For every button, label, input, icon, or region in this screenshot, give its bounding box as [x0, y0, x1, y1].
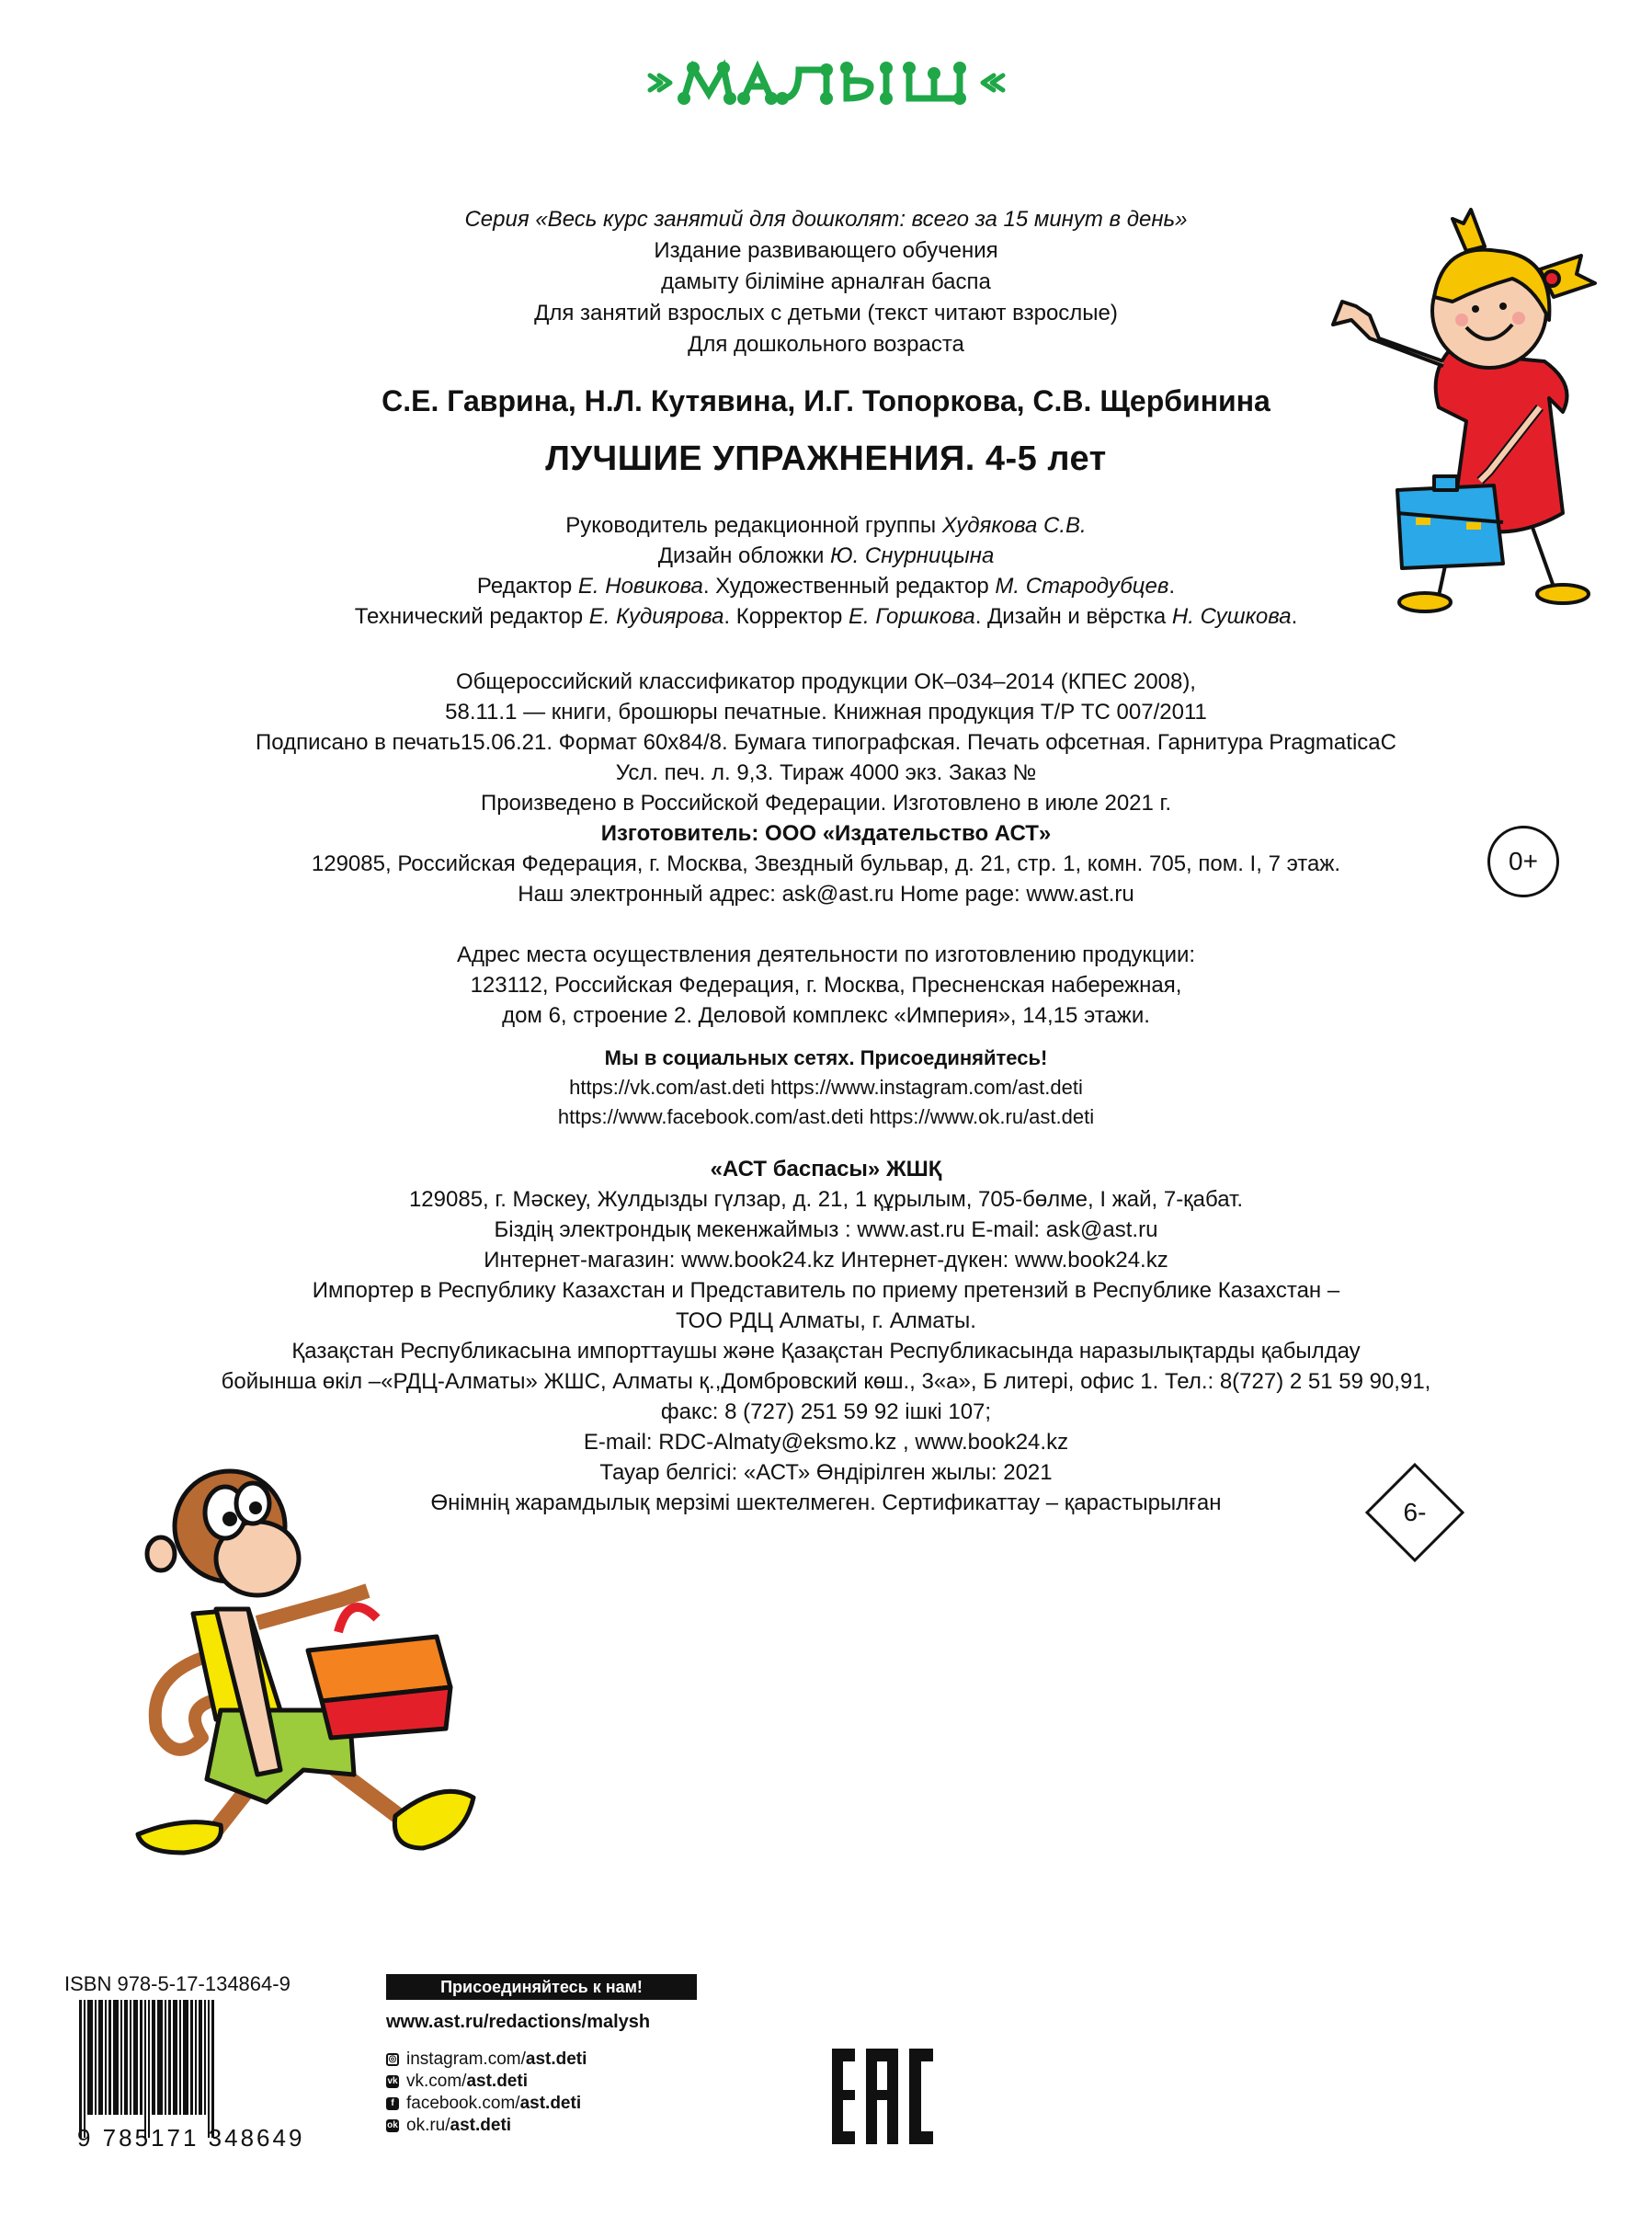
- kz-line: Қазақстан Республикасына импорттаушы және Қазақстан Республикасында наразылықтарды қабылдау: [291, 1339, 1361, 1364]
- kz-line: E-mail: RDC-Almaty@eksmo.kz , www.book24.kz: [583, 1430, 1069, 1455]
- contact-line: Наш электронный адрес: ask@ast.ru Home page: www.ast.ru: [518, 882, 1134, 907]
- credit-label: Технический редактор: [354, 604, 589, 629]
- monkey-illustration: [129, 1462, 515, 1857]
- credit-label: . Художественный редактор: [702, 574, 996, 599]
- join-us-heading: Присоединяйтесь к нам!: [440, 1977, 643, 1996]
- social-link-instagram[interactable]: [386, 2049, 587, 2071]
- production-address-line: Адрес места осуществления деятельности по изготовлению продукции:: [456, 942, 1196, 967]
- kz-line: факс: 8 (727) 251 59 92 ішкі 107;: [660, 1399, 992, 1424]
- credit-label: . Корректор: [723, 604, 849, 629]
- edition-type-line: Издание развивающего обучения: [654, 238, 998, 263]
- manufacturer-heading: Изготовитель: ООО «Издательство АСТ»: [600, 821, 1052, 846]
- credit-label: . Дизайн и вёрстка: [974, 604, 1172, 629]
- age-rating-text: 0+: [1509, 847, 1538, 875]
- imprint-line: Подписано в печать15.06.21. Формат 60х84/8. Бумага типографская. Печать офсетная. Гарнитура PragmaticaC: [256, 730, 1396, 755]
- imprint-line: Усл. печ. л. 9,3. Тираж 4000 экз. Заказ №: [615, 760, 1037, 785]
- series-line: Серия «Весь курс занятий для дошколят: всего за 15 минут в день»: [464, 207, 1188, 232]
- isbn-label: ISBN 978-5-17-134864-9: [64, 1972, 291, 1995]
- link-handle: ast.deti: [519, 2094, 582, 2113]
- credit-name: Н. Сушкова: [1171, 604, 1292, 629]
- odnoklassniki-icon: ok: [387, 2120, 398, 2130]
- credit-name: Е. Новикова: [577, 574, 703, 599]
- age-rating-badge-0plus: [1487, 826, 1559, 897]
- girl-illustration: [1315, 200, 1618, 614]
- credit-name: Е. Кудиярова: [588, 604, 724, 629]
- credit-label: Руководитель редакционной группы: [565, 513, 942, 538]
- age-rating-text: 6-: [1403, 1498, 1427, 1526]
- manufacturer-address: 129085, Российская Федерация, г. Москва, Звездный бульвар, д. 21, стр. 1, комн. 705, пом. I, 7 этаж.: [311, 851, 1341, 876]
- link-handle: ast.deti: [450, 2116, 512, 2135]
- credit-punct: .: [1168, 574, 1176, 599]
- social-link-vk[interactable]: [386, 2071, 587, 2093]
- social-link-facebook[interactable]: [386, 2093, 587, 2115]
- credit-label: Редактор: [476, 574, 578, 599]
- book-title: ЛУЧШИЕ УПРАЖНЕНИЯ. 4-5 лет: [545, 440, 1107, 478]
- join-us-banner: [386, 1974, 697, 2000]
- credit-label: Дизайн обложки: [657, 543, 831, 568]
- authors: С.Е. Гаврина, Н.Л. Кутявина, И.Г. Топоркова, С.В. Щербинина: [382, 384, 1270, 417]
- kz-line: Өнімнің жарамдылық мерзімі шектелмеген. Сертификаттау – қарастырылған: [430, 1490, 1222, 1515]
- social-links-line[interactable]: https://vk.com/ast.deti https://www.instagram.com/ast.deti: [569, 1076, 1083, 1099]
- social-heading: Мы в социальных сетях. Присоединяйтесь!: [604, 1046, 1048, 1069]
- redaction-url[interactable]: www.ast.ru/redactions/malysh: [386, 2012, 651, 2032]
- link-prefix: instagram.com/: [406, 2049, 526, 2069]
- facebook-icon: f: [386, 2097, 399, 2110]
- kz-publisher-heading: «АСТ баспасы» ЖШҚ: [710, 1157, 942, 1182]
- kz-line: 129085, г. Мәскеу, Жулдызды гүлзар, д. 21, 1 құрылым, 705-бөлме, I жай, 7-қабат.: [408, 1187, 1244, 1212]
- age-rating-badge-6: [1364, 1462, 1465, 1563]
- age-group-line: Для дошкольного возраста: [688, 332, 964, 357]
- imprint-line: Произведено в Российской Федерации. Изготовлено в июле 2021 г.: [480, 791, 1172, 816]
- credit-name: Ю. Снурницына: [830, 543, 995, 568]
- link-handle: ast.deti: [466, 2072, 528, 2091]
- barcode-digits: 9 785171 348649: [77, 2124, 305, 2152]
- imprint-block: [0, 667, 1652, 909]
- malysh-logo-icon: [643, 57, 1010, 112]
- credit-name: Худякова С.В.: [941, 513, 1087, 538]
- kz-line: Тауар белгісі: «АСТ» Өндірілген жылы: 2021: [599, 1460, 1053, 1485]
- link-prefix: facebook.com/: [406, 2094, 520, 2113]
- link-handle: ast.deti: [525, 2049, 587, 2069]
- kz-line: ТОО РДЦ Алматы, г. Алматы.: [676, 1308, 976, 1333]
- social-links-line[interactable]: https://www.facebook.com/ast.deti https://www.ok.ru/ast.deti: [557, 1105, 1095, 1128]
- production-address-line: дом 6, строение 2. Деловой комплекс «Империя», 14,15 этажи.: [502, 1003, 1150, 1028]
- kz-line: Интернет-магазин: www.book24.kz Интернет-дүкен: www.book24.kz: [484, 1248, 1168, 1273]
- malysh-logo: [0, 57, 1652, 117]
- social-link-odnoklassniki[interactable]: [386, 2115, 587, 2137]
- credit-punct: .: [1291, 604, 1298, 629]
- credit-name: Е. Горшкова: [848, 604, 975, 629]
- imprint-line: 58.11.1 — книги, брошюры печатные. Книжная продукция Т/Р ТС 007/2011: [445, 700, 1207, 725]
- kz-line: бойынша өкіл –«РДЦ-Алматы» ЖШС, Алматы қ.,Домбровский көш., 3«а», Б литері, офис 1. Тел.: 8(727) 2 51 59 90,91,: [221, 1369, 1431, 1394]
- vk-icon: vk: [387, 2076, 398, 2086]
- credit-name: М. Стародубцев: [995, 574, 1169, 599]
- social-links-list: [386, 2049, 587, 2137]
- imprint-line: Общероссийский классификатор продукции ОК–034–2014 (КПЕС 2008),: [456, 669, 1196, 694]
- usage-note-line: Для занятий взрослых с детьми (текст читают взрослые): [534, 301, 1118, 325]
- link-prefix: vk.com/: [406, 2072, 467, 2091]
- edition-type-kz-line: дамыту біліміне арналған баспа: [661, 269, 991, 294]
- barcode: [79, 2000, 254, 2138]
- production-address-line: 123112, Российская Федерация, г. Москва, Пресненская набережная,: [470, 973, 1182, 998]
- instagram-icon: ◎: [386, 2053, 399, 2066]
- kz-line: Біздің электрондық мекенжаймыз : www.ast.ru E-mail: ask@ast.ru: [494, 1217, 1158, 1242]
- link-prefix: ok.ru/: [406, 2116, 450, 2135]
- social-block: [0, 1044, 1652, 1132]
- kz-line: Импортер в Республику Казахстан и Представитель по приему претензий в Республике Казахстан –: [312, 1278, 1340, 1303]
- eac-certification-icon: [832, 2049, 933, 2144]
- production-address-block: [0, 940, 1652, 1031]
